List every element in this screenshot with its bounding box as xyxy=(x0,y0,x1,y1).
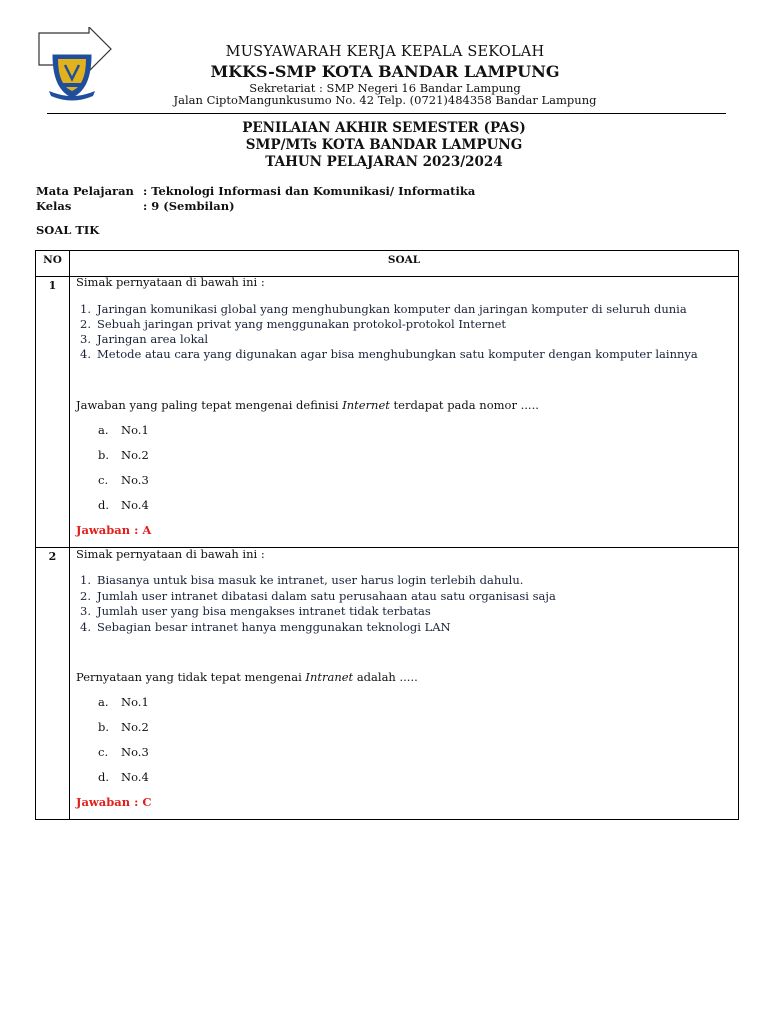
column-divider xyxy=(69,251,70,819)
exam-year: TAHUN PELAJARAN 2023/2024 xyxy=(265,154,503,170)
statement-text: Jumlah user intranet dibatasi dalam satu perusahaan atau satu organisasi saja xyxy=(97,589,556,603)
question-table xyxy=(35,250,739,820)
statement-number: 4. xyxy=(80,347,91,361)
question-intro: Simak pernyataan di bawah ini : xyxy=(76,547,265,561)
option-letter: b. xyxy=(98,448,110,462)
option-text: No.3 xyxy=(121,473,149,487)
statement-number: 1. xyxy=(80,302,91,316)
question-number: 2 xyxy=(48,550,57,563)
letterhead-title: MKKS-SMP KOTA BANDAR LAMPUNG xyxy=(210,62,560,81)
statement-text: Sebagian besar intranet hanya menggunakan teknologi LAN xyxy=(97,620,451,634)
statement-text: Jaringan area lokal xyxy=(97,332,209,346)
exam-title: PENILAIAN AKHIR SEMESTER (PAS) xyxy=(242,120,526,136)
option-text: No.4 xyxy=(121,770,149,784)
prompt-emphasis: Internet xyxy=(342,398,390,412)
option-letter: d. xyxy=(98,498,110,512)
option-text: No.2 xyxy=(121,720,149,734)
answer-key: Jawaban : C xyxy=(76,795,152,809)
statement-number: 3. xyxy=(80,604,91,618)
statement-text: Biasanya untuk bisa masuk ke intranet, user harus login terlebih dahulu. xyxy=(97,573,524,587)
letterhead-address: Jalan CiptoMangunkusumo No. 42 Telp. (0721)484358 Bandar Lampung xyxy=(173,93,597,107)
statement-number: 4. xyxy=(80,620,91,634)
option-letter: a. xyxy=(98,423,109,437)
prompt-text: Pernyataan yang tidak tepat mengenai xyxy=(76,670,306,684)
section-label: SOAL TIK xyxy=(36,223,100,237)
question-number: 1 xyxy=(48,279,57,292)
question-prompt xyxy=(76,670,418,684)
prompt-text: Jawaban yang paling tepat mengenai definisi xyxy=(76,398,343,412)
option-letter: d. xyxy=(98,770,110,784)
prompt-text: adalah ..... xyxy=(353,670,418,684)
statement-number: 3. xyxy=(80,332,91,346)
exam-scope: SMP/MTs KOTA BANDAR LAMPUNG xyxy=(245,137,523,153)
subject-value: : Teknologi Informasi dan Komunikasi/ Informatika xyxy=(143,184,476,198)
school-logo xyxy=(31,27,113,105)
option-text: No.1 xyxy=(121,423,149,437)
answer-key: Jawaban : A xyxy=(76,523,152,537)
prompt-text: terdapat pada nomor ..... xyxy=(389,398,539,412)
option-letter: c. xyxy=(98,745,109,759)
letterhead-organization: MUSYAWARAH KERJA KEPALA SEKOLAH xyxy=(225,44,545,60)
statement-number: 1. xyxy=(80,573,91,587)
statement-number: 2. xyxy=(80,589,91,603)
option-text: No.4 xyxy=(121,498,149,512)
prompt-emphasis: Intranet xyxy=(305,670,354,684)
option-letter: b. xyxy=(98,720,110,734)
statement-number: 2. xyxy=(80,317,91,331)
letterhead-divider xyxy=(47,113,726,114)
statement-text: Jumlah user yang bisa mengakses intranet tidak terbatas xyxy=(97,604,431,618)
option-letter: a. xyxy=(98,695,109,709)
option-text: No.1 xyxy=(121,695,149,709)
option-text: No.2 xyxy=(121,448,149,462)
statement-text: Jaringan komunikasi global yang menghubungkan komputer dan jaringan komputer di seluruh dunia xyxy=(97,302,687,316)
statement-text: Sebuah jaringan privat yang menggunakan protokol-protokol Internet xyxy=(97,317,507,331)
option-text: No.3 xyxy=(121,745,149,759)
class-value: : 9 (Sembilan) xyxy=(143,199,235,213)
question-intro: Simak pernyataan di bawah ini : xyxy=(76,275,265,289)
class-label: Kelas xyxy=(36,199,72,213)
statement-text: Metode atau cara yang digunakan agar bisa menghubungkan satu komputer dengan komputer lainnya xyxy=(97,347,698,361)
subject-label: Mata Pelajaran xyxy=(36,184,134,198)
header-soal: SOAL xyxy=(387,254,421,266)
question-prompt xyxy=(76,398,539,412)
letterhead-secretariat: Sekretariat : SMP Negeri 16 Bandar Lampung xyxy=(249,81,521,95)
option-letter: c. xyxy=(98,473,109,487)
header-no: NO xyxy=(43,254,62,266)
